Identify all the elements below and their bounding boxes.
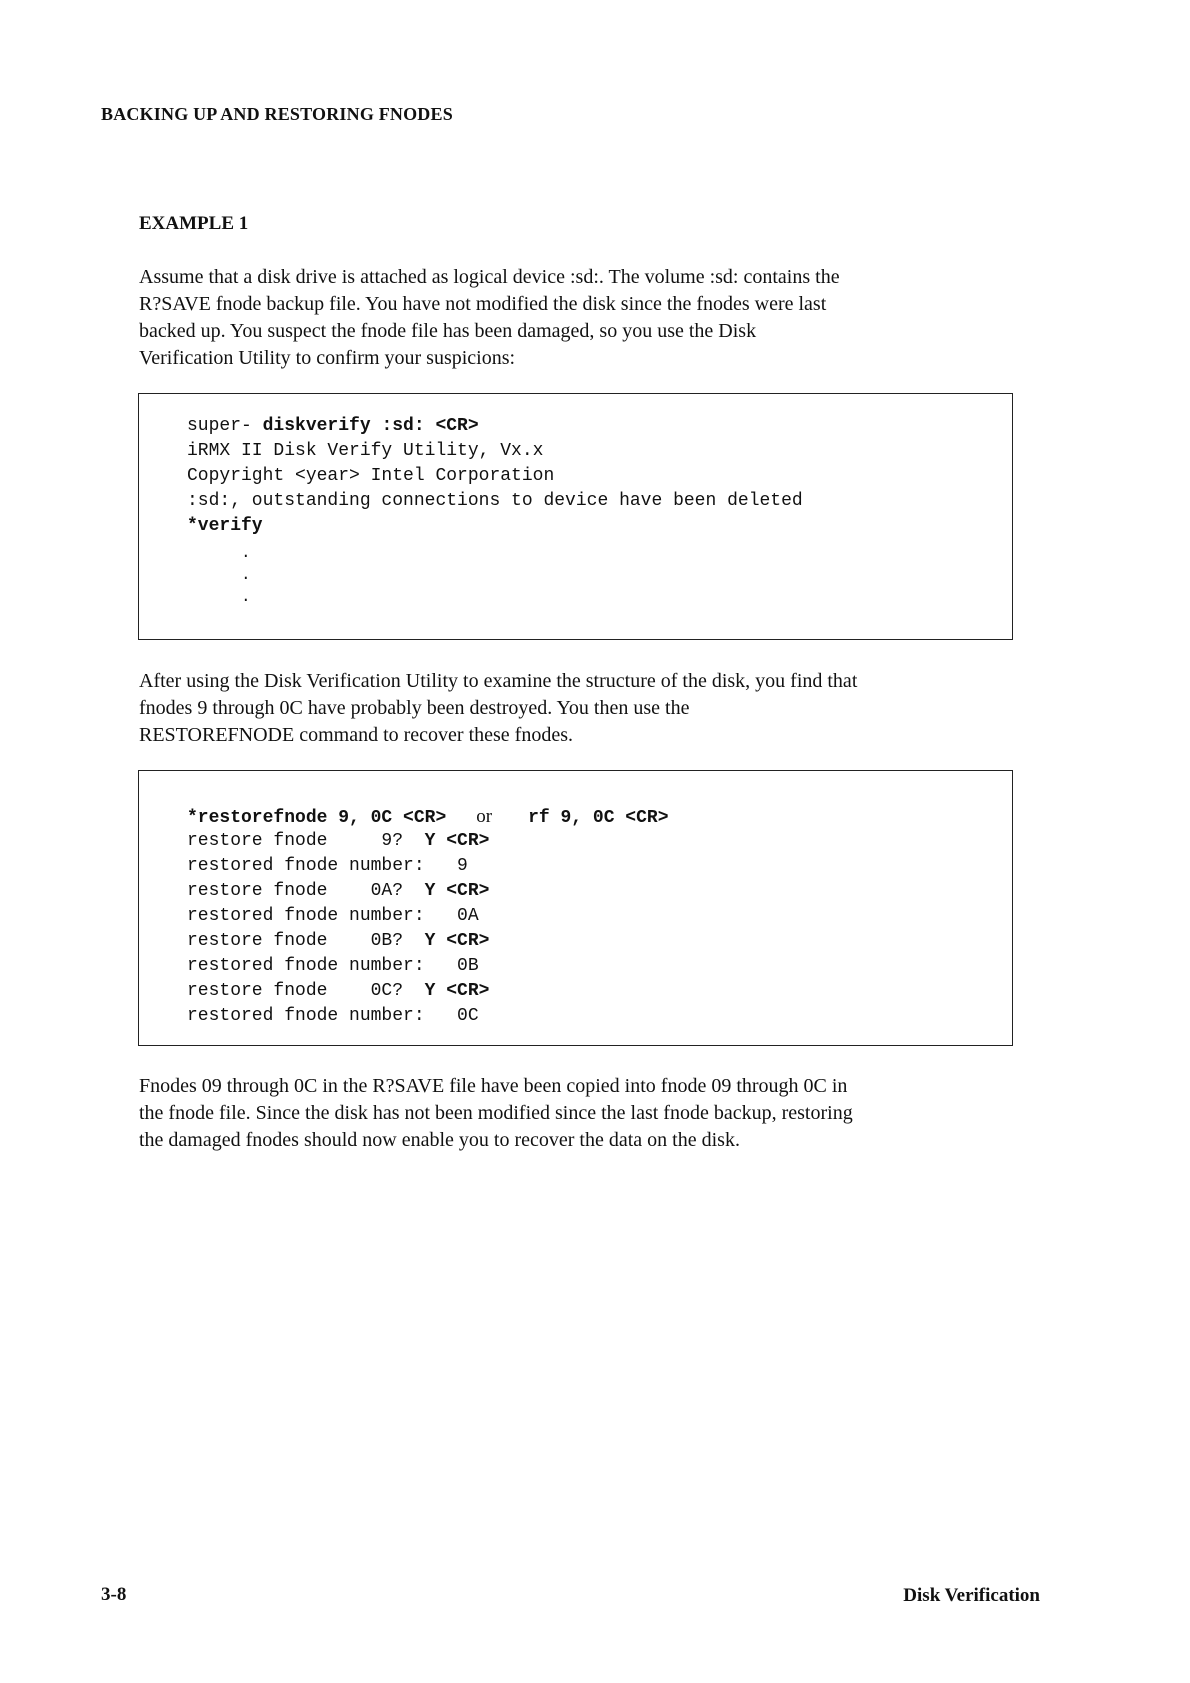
answer-text: Y <CR> (424, 981, 490, 1001)
prompt-text: restored fnode number: 9 (187, 856, 468, 876)
prompt-text: restored fnode number: 0C (187, 1006, 479, 1026)
paragraph-line: fnodes 9 through 0C have probably been destroyed. You then use the (139, 697, 690, 719)
ellipsis-dot: . (241, 588, 251, 606)
listing-line (187, 831, 489, 851)
prompt-text: restore fnode 9? (187, 831, 425, 851)
restorefnode-listing-box (138, 770, 1013, 1046)
listing-line (187, 906, 479, 926)
listing-line: *verify (187, 516, 263, 536)
paragraph-line: After using the Disk Verification Utility to examine the structure of the disk, you find that (139, 670, 858, 692)
listing-line: :sd:, outstanding connections to device have been deleted (187, 491, 803, 511)
answer-text: Y <CR> (424, 831, 490, 851)
ellipsis-dot: . (241, 544, 251, 562)
command-text: diskverify :sd: <CR> (262, 416, 479, 436)
or-text: or (476, 806, 493, 827)
prompt-text: restored fnode number: 0A (187, 906, 479, 926)
paragraph-line: the damaged fnodes should now enable you to recover the data on the disk. (139, 1129, 740, 1151)
command-text: *restorefnode 9, 0C <CR> (187, 808, 447, 828)
prompt-text: super- (187, 416, 263, 436)
listing-line (187, 881, 489, 901)
paragraph-conclusion (139, 1073, 1019, 1154)
listing-line (187, 981, 489, 1001)
diskverify-listing-box (138, 393, 1013, 640)
prompt-text: restore fnode 0C? (187, 981, 425, 1001)
listing-line (187, 416, 479, 436)
paragraph-line: Fnodes 09 through 0C in the R?SAVE file have been copied into fnode 09 through 0C in (139, 1075, 848, 1097)
paragraph-line: Verification Utility to confirm your suspicions: (139, 347, 516, 369)
paragraph-line: backed up. You suspect the fnode file has been damaged, so you use the Disk (139, 320, 757, 342)
page-number: 3-8 (101, 1584, 127, 1605)
section-header: BACKING UP AND RESTORING FNODES (101, 104, 453, 124)
listing-line (187, 1006, 479, 1026)
prompt-text: restore fnode 0A? (187, 881, 425, 901)
paragraph-line: RESTOREFNODE command to recover these fnodes. (139, 724, 573, 746)
prompt-text: restored fnode number: 0B (187, 956, 479, 976)
paragraph-line: Assume that a disk drive is attached as logical device :sd:. The volume :sd: contains the (139, 266, 840, 288)
paragraph-line: R?SAVE fnode backup file. You have not modified the disk since the fnodes were last (139, 293, 827, 315)
alt-command-text: rf 9, 0C <CR> (528, 808, 669, 828)
paragraph-intro (139, 264, 1019, 372)
chapter-title: Disk Verification (903, 1585, 1040, 1606)
answer-text: Y <CR> (424, 881, 490, 901)
paragraph-line: the fnode file. Since the disk has not been modified since the last fnode backup, restoring (139, 1102, 853, 1124)
listing-line (187, 806, 669, 828)
ellipsis-dot: . (241, 566, 251, 584)
prompt-text: restore fnode 0B? (187, 931, 425, 951)
listing-line (187, 956, 479, 976)
paragraph-after-verify (139, 668, 1019, 749)
example-title: EXAMPLE 1 (139, 213, 249, 234)
listing-line (187, 856, 468, 876)
listing-line: Copyright <year> Intel Corporation (187, 466, 555, 486)
answer-text: Y <CR> (424, 931, 490, 951)
listing-line: iRMX II Disk Verify Utility, Vx.x (187, 441, 544, 461)
listing-line (187, 931, 489, 951)
